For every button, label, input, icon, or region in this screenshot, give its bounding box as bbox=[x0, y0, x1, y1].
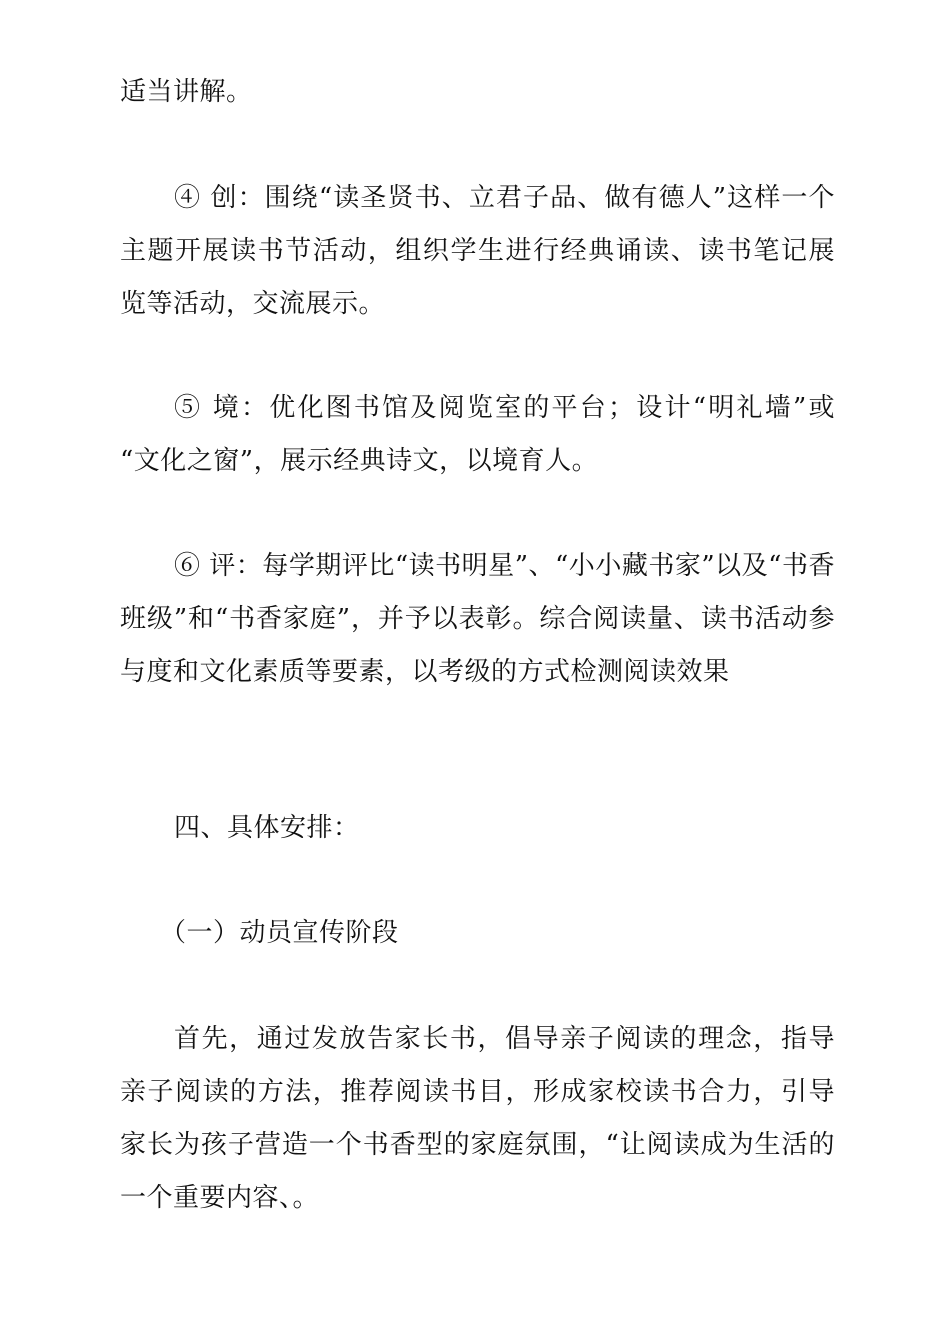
paragraph-item-4: ④ 创：围绕“读圣贤书、立君子品、做有德人”这样一个主题开展读书节活动，组织学生进行经典诵读、读书笔记展览等活动，交流展示。 bbox=[120, 183, 835, 319]
paragraph-item-5: ⑤ 境：优化图书馆及阅览室的平台；设计“明礼墙”或 “文化之窗”，展示经典诗文，以境育人。 bbox=[120, 393, 835, 476]
subsection-heading-1: （一）动员宣传阶段 bbox=[160, 918, 399, 948]
paragraph-body: 首先，通过发放告家长书，倡导亲子阅读的理念，指导亲子阅读的方法，推荐阅读书目，形成家校读书合力，引导家长为孩子营造一个书香型的家庭氛围，“让阅读成为生活的一个重要内容、。 bbox=[120, 1024, 835, 1213]
paragraph-item-6: ⑥ 评：每学期评比“读书明星”、“小小藏书家”以及“书香班级”和“书香家庭”，并予以表彰。综合阅读量、读书活动参与度和文化素质等要素，以考级的方式检测阅读效果 bbox=[120, 551, 835, 687]
section-heading-4: 四、具体安排： bbox=[174, 813, 360, 843]
paragraph-continuation: 适当讲解。 bbox=[120, 77, 253, 107]
